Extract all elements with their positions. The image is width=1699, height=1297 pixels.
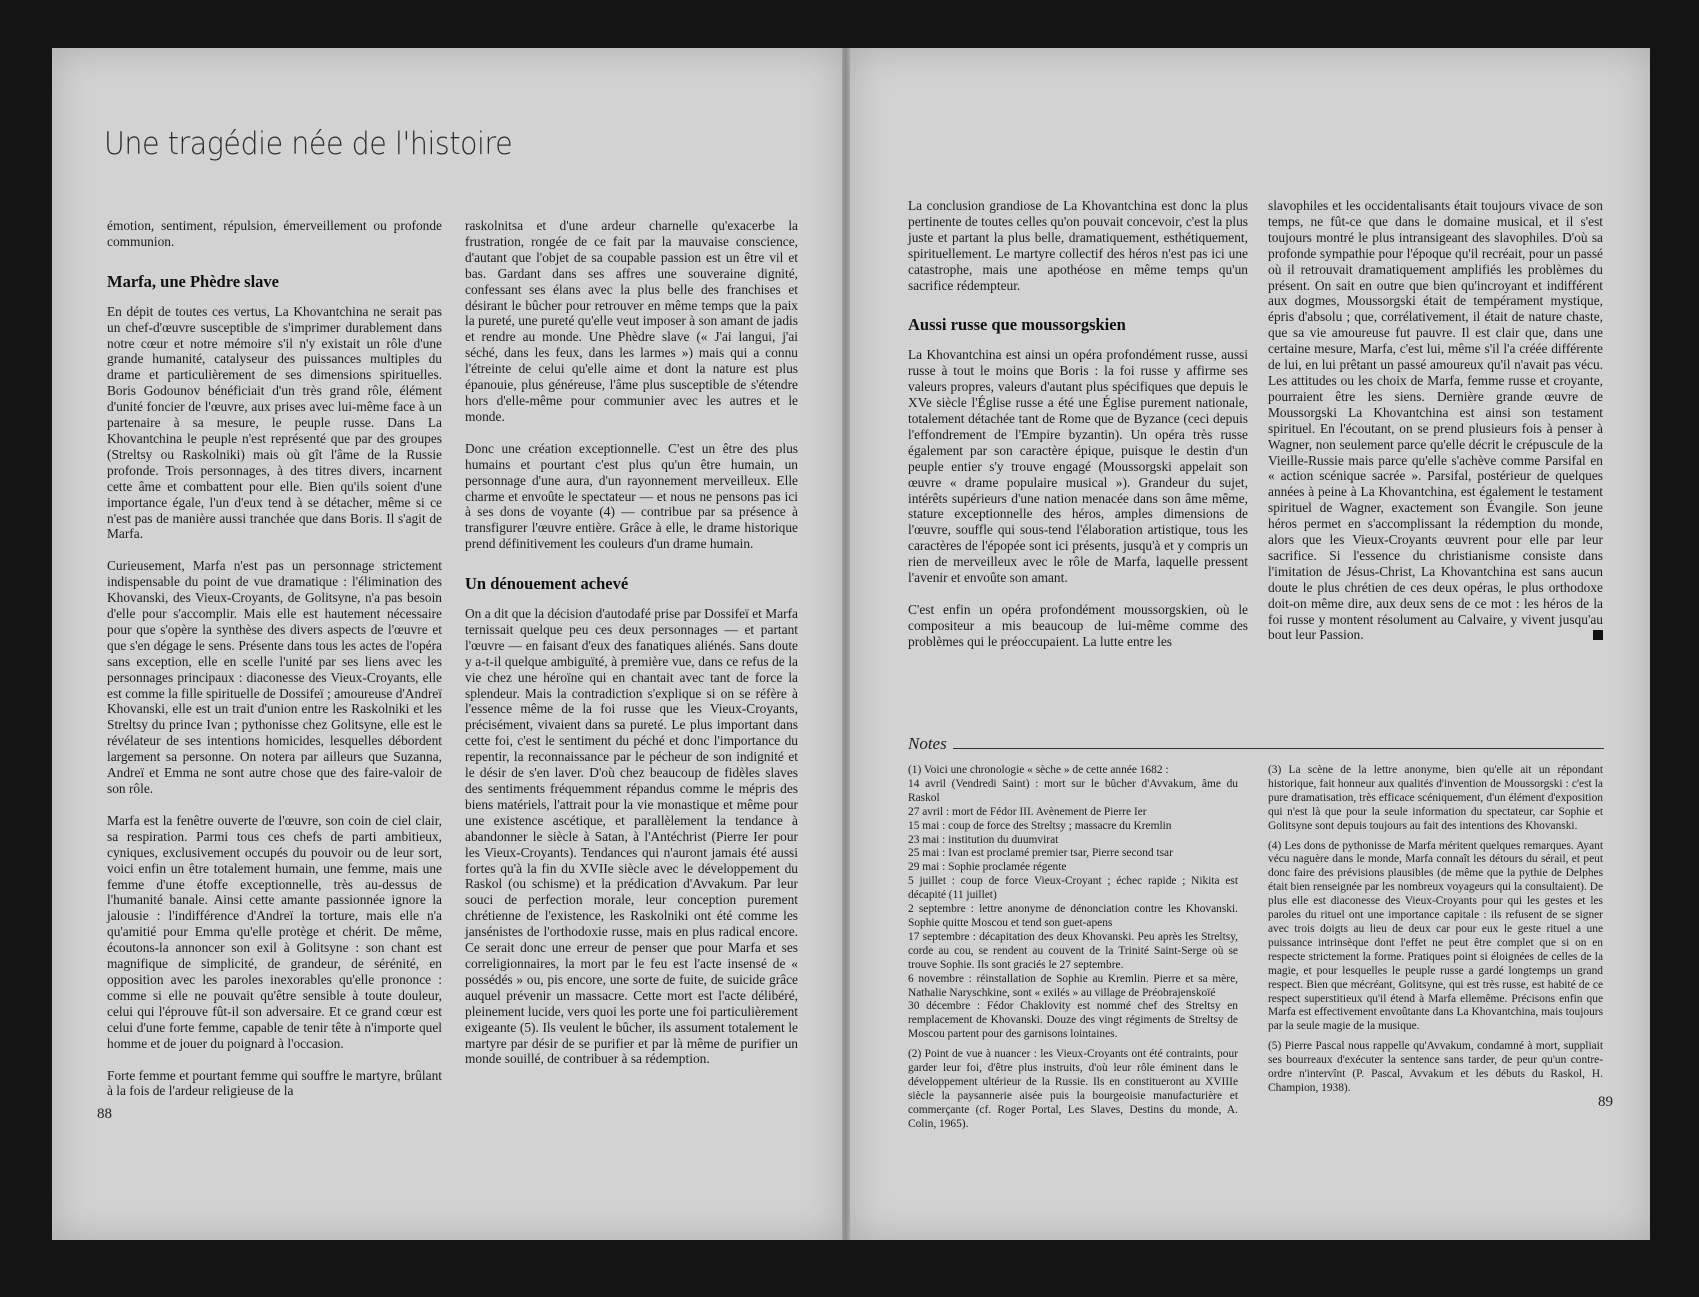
left-column-1 (107, 218, 442, 1099)
page-number: 88 (97, 1106, 112, 1122)
paragraph: émotion, sentiment, répulsion, émerveillement ou profonde communion. (107, 218, 442, 249)
note-line: 23 mai : institution du duumvirat (908, 833, 1059, 846)
note-3: (3) La scène de la lettre anonyme, bien qu'elle ait un répondant historique, fait honneur aux qualités d'invention de Moussorgski : c'est la pure dramatisation, très efficace scéniquement, d'un élément d'exposition qui n'est là que pour la seule information du spectateur, car Sophie et Golitsyne sont depuis toujours au fait des intentions des Khovanski. (1268, 764, 1603, 832)
paragraph: Forte femme et pourtant femme qui souffre le martyre, brûlant à la fois de l'ardeur religieuse de la (107, 1067, 442, 1099)
note-2: (2) Point de vue à nuancer : les Vieux-Croyants ont été contraints, pour garder leur foi, d'être plus instruits, d'où leur rôle éminent dans le développement ultérieur de la Russie. Ils en constitueront au XVIIIe siècle la paysannerie aisée puis la bourgeoisie manufacturière et commerçante (cf. Roger Portal, Les Slaves, Destins du monde, A. Colin, 1965). (908, 1048, 1238, 1130)
page-number: 89 (1598, 1094, 1613, 1110)
section-heading: Marfa, une Phèdre slave (107, 271, 280, 291)
right-column-1 (908, 198, 1248, 650)
end-of-article-mark (1593, 630, 1603, 640)
note-line: 15 mai : coup de force des Streltsy ; massacre du Kremlin (908, 819, 1172, 832)
paragraph: C'est enfin un opéra profondément moussorgskien, où le compositeur a mis beaucoup de lui-même comme des problèmes qui le préoccupaient. La lutte entre les (908, 601, 1248, 649)
notes-rule (953, 748, 1604, 749)
note-line: 2 septembre : lettre anonyme de dénonciation contre les Khovanski. Sophie quitte Moscou et tend son guet-apens (908, 903, 1238, 929)
section-heading: Aussi russe que moussorgskien (908, 315, 1126, 335)
note-line: 17 septembre : décapitation des deux Khovanski. Peu après les Streltsy, corde au cou, se rendent au couvent de la Trinité Saint-Serge où se trouve Sophie. Ils sont graciés le 27 septembre. (908, 930, 1238, 971)
paragraph: Curieusement, Marfa n'est pas un personnage strictement indispensable du point de vue dramatique : l'élimination des Khovanski, des Vieux-Croyants, de Golitsyne, n'a pas besoin d'elle pour s'accomplir. Mais elle est hautement nécessaire pour que s'opère la synthèse des divers aspects de l'œuvre et que s'en dégage le sens. Présente dans tous les actes de l'opéra sans exception, elle en scelle l'unité par ses liens avec les personnages principaux : diaconesse des Vieux-Croyants, elle est comme la fille spirituelle de Dossifeï ; amoureuse d'Andreï Khovanski, elle est un trait d'union entre les Raskolniki et les Streltsy du prince Ivan ; pythonisse chez Golitsyne, elle est le révélateur de ses intentions homicides, lesquelles débordent largement sa personne. On notera par ailleurs que Suzanna, Andreï et Emma ne sont autre chose que des faire-valoir de son rôle. (107, 558, 442, 796)
note-1 (908, 764, 1238, 1042)
page-title: Une tragédie née de l'histoire (104, 126, 513, 162)
note-line: 29 mai : Sophie proclamée régente (908, 861, 1067, 874)
notes-column-1 (908, 764, 1238, 1138)
right-column-2 (1268, 198, 1603, 643)
note-4: (4) Les dons de pythonisse de Marfa méritent quelques remarques. Ayant vécu naguère dans le monde, Marfa connaît les détours du sérail, et peut donc faire des prévisions plausibles (de même que la pythie de Delphes était bien renseignée par les nombreux voyageurs qui la consultaient). De plus elle est diaconesse des Vieux-Croyants pour qui les gestes et les paroles du rituel ont une importance capitale : ils refusent de se signer avec trois doigts au lieu de deux car pour eux le geste rituel a une puissance intrinsèque dont l'effet ne peut être complet que si on en respecte strictement la forme. Pratiques point si éloignées de celles de la magie, et pour lesquelles le peuple russe a gardé longtemps un grand respect. Bien que mécréant, Golitsyne, qui est très russe, est habité de ce respect superstitieux qu'il étend à Marfa ellemême. Précisons enfin que Marfa est effectivement envoûtante dans La Khovantchina, mais toujours par la seule magie de la musique. (1268, 839, 1603, 1033)
notes-label: Notes (908, 734, 947, 753)
paragraph: raskolnitsa et d'une ardeur charnelle qu'exacerbe la frustration, rongée de ce fait par la mauvaise conscience, d'autant que l'objet de sa coupable passion est un être vil et bas. Gardant dans ses affres une souveraine dignité, confessant ses élans avec la plus belle des franchises et désirant le bûcher pour retrouver en même temps que la paix la pureté, une pureté qu'elle veut imposer à son amant de jadis et rendre au monde. Une Phèdre slave (« J'ai langui, j'ai séché, dans les feux, dans les larmes ») mais qui a connu l'étreinte de celui qu'elle aime et dont la nature est plus épanouie, plus généreuse, l'âme plus susceptible de s'étendre hors d'elle-même pour communier avec les autres et le monde. (465, 218, 798, 424)
note-line: 25 mai : Ivan est proclamé premier tsar, Pierre second tsar (908, 847, 1173, 860)
left-column-2 (465, 218, 798, 1067)
paragraph: La conclusion grandiose de La Khovantchina est donc la plus pertinente de toutes celles qu'on pouvait concevoir, c'est la plus juste et partant la plus belle, dramatiquement, esthétiquement, spirituellement. Le martyre collectif des héros n'est pas ici une catastrophe, mais une apothéose en même temps qu'un sacrifice rédempteur. (908, 198, 1248, 293)
note-line: 14 avril (Vendredi Saint) : mort sur le bûcher d'Avvakum, âme du Raskol (908, 777, 1238, 804)
note-line: 5 juillet : coup de force Vieux-Croyant ; échec rapide ; Nikita est décapité (11 juillet) (908, 875, 1238, 902)
paragraph: La Khovantchina est ainsi un opéra profondément russe, aussi russe à tout le moins que Boris : la foi russe y affirme ses valeurs propres, valeurs d'autant plus spécifiques que depuis le XVe siècle l'Église russe a été une Église purement nationale, totalement détachée tant de Rome que de Byzance (ceci depuis l'effondrement de l'Empire byzantin). Un opéra très russe également par son caractère épique, puisque le destin d'un peuple entier s'y trouve engagé (Moussorgski appelait son œuvre « drame populaire musical »). Grandeur du sujet, intérêts supérieurs d'une nation menacée dans son âme même, stature exceptionnelle des héros, amples dimensions de l'œuvre, souffle qui sous-tend l'élaboration artistique, tous les caractères de l'épopée sont ici présents, jusqu'à et y compris un rien de merveilleux avec le rôle de Marfa, laquelle pressent l'avenir et envoûte son amant. (908, 347, 1248, 586)
paragraph (1268, 198, 1603, 643)
note-line: (1) Voici une chronologie « sèche » de cette année 1682 : (908, 764, 1169, 776)
paragraph: Donc une création exceptionnelle. C'est un être des plus humains et pourtant c'est plus qu'un être humain, un personnage d'une aura, d'un rayonnement merveilleux. Elle charme et envoûte le spectateur — et nous ne pensons pas ici à ses dons de voyante (4) — contribue par sa présence à transfigurer l'œuvre entière. Grâce à elle, le drame historique prend définitivement les couleurs d'un drame humain. (465, 440, 798, 552)
notes-column-2 (1268, 764, 1603, 1102)
page-right (850, 48, 1650, 1240)
page-left (52, 48, 842, 1240)
paragraph: Marfa est la fenêtre ouverte de l'œuvre, son coin de ciel clair, sa respiration. Parmi tous ces chefs de parti ambitieux, cyniques, exclusivement occupés du pouvoir ou de leur sort, voici enfin un être totalement humain, une femme, mais une femme d'une étoffe exceptionnelle, très au-dessus de l'humanité banale. Ainsi cette amante passionnée ignore la jalousie : l'indifférence d'Andreï la torture, mais elle n'a qu'amitié pour Emma qu'elle protège et chérit. De même, écoutons-la annoncer son exil à Golitsyne : son chant est magnifique de simplicité, de grandeur, de sérénité, en opposition avec les paroles inexorables qu'elle prononce : comme si elle ne pouvait qu'être sensible à toute douleur, celui qui l'éprouve fût-il son adversaire. Et ce grand cœur est celui d'une forte femme, capable de tenir tête à n'importe quel homme et de jouer du poignard à l'occasion. (107, 812, 442, 1051)
note-line: 6 novembre : réinstallation de Sophie au Kremlin. Pierre et sa mère, Nathalie Naryschkine, sont « exilés » au village de Préobrajenskoïé (908, 972, 1238, 999)
note-line: 27 avril : mort de Fédor III. Avènement de Pierre Ier (908, 805, 1147, 818)
paragraph: En dépit de toutes ces vertus, La Khovantchina ne serait pas un chef-d'œuvre susceptible de s'imprimer durablement dans notre cœur et notre mémoire s'il n'y existait un rôle d'une grande humanité, catalyseur des puissances multiples du drame et particulièrement de ses dimensions spirituelles. Boris Godounov bénéficiait d'un très grand rôle, élément d'unité foncier de l'œuvre, aux prises avec lui-même face à un partenaire à sa mesure, le peuple russe. Dans La Khovantchina le peuple n'est représenté que par des groupes (Streltsy ou Raskolniki) mais où gît l'âme de la Russie profonde. Trois personnages, à des titres divers, incarnent cette âme et combattent pour elle. Bien qu'ils soient d'une importance égale, l'un d'eux tend à se détacher, même si ce n'est pas de manière aussi tranchée que dans Boris. Il s'agit de Marfa. (107, 303, 442, 542)
note-5: (5) Pierre Pascal nous rappelle qu'Avvakum, condamné à mort, suppliait ses bourreaux d'exécuter la sentence sans tarder, de peur qu'un contre-ordre n'intervînt (P. Pascal, Avvakum et les débuts du Raskol, H. Champion, 1938). (1268, 1040, 1603, 1094)
paragraph-text: slavophiles et les occidentalisants était toujours vivace de son temps, ne fût-ce que dans le domaine musical, et il s'est toujours montré le plus intransigeant des slavophiles. D'où sa profonde sympathie pour l'époque qu'il recréait, pour un passé où il retrouvait dramatiquement amplifiés les problèmes du présent. On sait en outre que bien qu'incroyant et indifférent aux dogmes, Moussorgski était de tempérament mystique, épris d'absolu ; que, corrélativement, il était de nature chaste, que sa vie amoureuse fut pauvre. Il est clair que, dans une certaine mesure, Marfa, c'est lui, même s'il l'a créée différente de lui, en lui prêtant un passé amoureux qu'il n'avait pas vécu. Les attitudes ou les choix de Marfa, femme russe et croyante, pourraient être les siens. Dernière grande œuvre de Moussorgski La Khovantchina est ainsi son testament spirituel. En l'écoutant, on se prend plusieurs fois à penser à Wagner, non seulement parce qu'elle décrit le crépuscule de la Vieille-Russie mais parce qu'elle s'achève comme Parsifal en « action scénique sacrée ». Parsifal, postérieur de quelques années à peine à La Khovantchina, est également le testament spirituel de Wagner, exactement son Évangile. Son jeune héros permet en s'accomplissant la rédemption du monde, alors que les Vieux-Croyants œuvrent pour elle par leur sacrifice. Si l'essence du christianisme consiste dans l'imitation de Jésus-Christ, La Khovantchina est sans aucun doute le plus chrétien de ces deux opéras, le plus orthodoxe doit-on même dire, aux deux sens de ce mot : les héros de la foi russe y montent résolument au Calvaire, y vivent jusqu'au bout leur Passion. (1268, 198, 1603, 643)
section-heading: Un dénouement achevé (465, 574, 629, 594)
notes-header (908, 734, 1604, 754)
paragraph: On a dit que la décision d'autodafé prise par Dossifeï et Marfa ternissait quelque peu ces deux personnages — et partant l'œuvre — en faisant d'eux des fanatiques aliénés. Sans doute y a-t-il quelque ambiguïté, à première vue, dans ce refus de la vie chez une héroïne qui en chantait avec tant de force la splendeur. Mais la contradiction s'explique si on se réfère à l'essence même de la foi russe que les Vieux-Croyants, précisément, vivaient dans sa pureté. Le plus important dans cette foi, c'est le sentiment du péché et donc l'importance du repentir, la reconnaissance par le pécheur de son indignité et le désir de s'en laver. D'où chez beaucoup de fidèles slaves des sentiments fréquemment répandus comme le mépris des biens matériels, l'attrait pour la vie monastique et même pour une existence ascétique, et parallèlement la tendance à abandonner le siècle à Satan, à l'Antéchrist (Pierre Ier pour les Vieux-Croyants). Tendances qui n'auront jamais été aussi fortes qu'à la fin du XVIIe siècle avec le développement du Raskol (ou schisme) et la prédication d'Avvakum. Par leur souci de perfection morale, leur conception purement chrétienne de l'existence, les Raskolniki ont été comme les jansénistes de l'orthodoxie russe, mais en plus radical encore. Ce serait donc une erreur de penser que pour Marfa et ses correligionnaires, la mort par le feu est l'acte insensé de « possédés » ou, pis encore, une sorte de fuite, de suicide grâce auquel prévenir un massacre. Cette mort est l'acte délibéré, pleinement lucide, vers quoi les porte une foi particulièrement exigeante (5). Ils veulent le bûcher, ils assument totalement le martyre par désir de se purifier et par là même de purifier un monde souillé, de contribuer à sa rédemption. (465, 606, 798, 1067)
note-line: 30 décembre : Fédor Chaklovity est nommé chef des Streltsy en remplacement de Khovanski. Douze des vingt régiments de Streltsy de Moscou partent pour des garnisons lointaines. (908, 1000, 1238, 1041)
